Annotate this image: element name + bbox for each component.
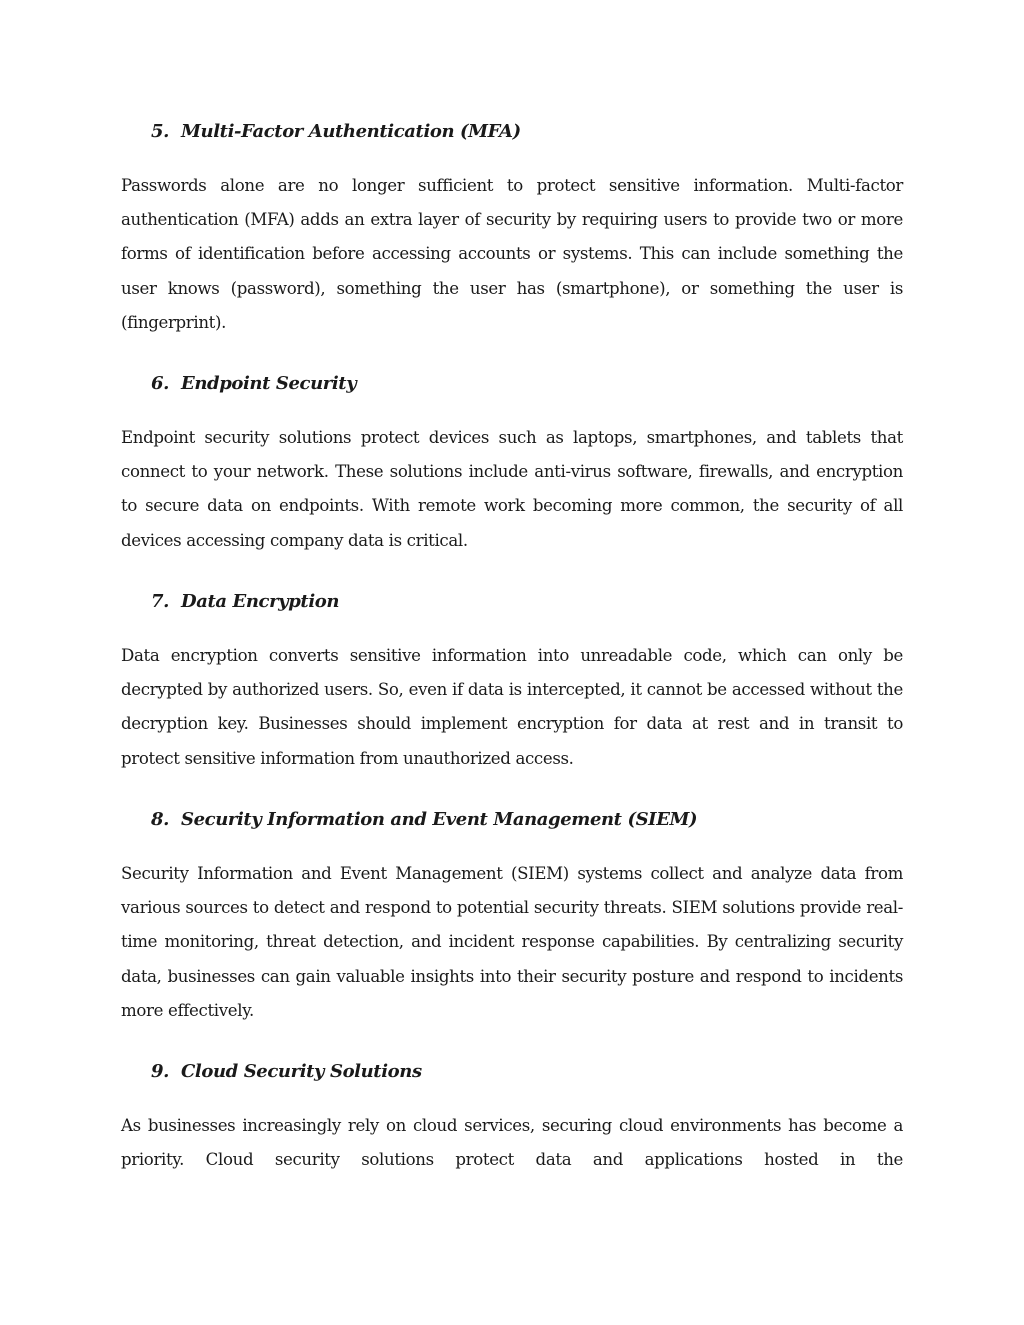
section-body-endpoint-security: Endpoint security solutions protect devices such as laptops, smartphones, and tablets that connect to your network. These solutions include anti-virus software, firewalls, and encryption to secure data on endpoints. With remote work becoming more common, the security of all devices accessing company data is critical. <box>121 428 903 550</box>
section-number: 8. <box>151 809 169 830</box>
section-body-cloud-security: As businesses increasingly rely on cloud services, securing cloud environments has become a priority. Cloud security solutions protect data and applications hosted in the <box>121 1116 903 1170</box>
section-number: 6. <box>151 373 169 394</box>
section-number: 5. <box>151 121 169 142</box>
section-heading-siem <box>151 808 697 832</box>
section-number: 9. <box>151 1061 169 1082</box>
section-title: Data Encryption <box>181 591 340 612</box>
section-title: Cloud Security Solutions <box>181 1061 422 1082</box>
section-number: 7. <box>151 591 169 612</box>
section-heading-endpoint-security <box>151 372 356 396</box>
section-heading-mfa <box>151 120 521 144</box>
section-title: Endpoint Security <box>181 373 357 394</box>
section-body-siem: Security Information and Event Management (SIEM) systems collect and analyze data from various sources to detect and respond to potential security threats. SIEM solutions provide real-time monitoring, threat detection, and incident response capabilities. By centralizing security data, businesses can gain valuable insights into their security posture and respond to incidents more effectively. <box>121 864 903 1020</box>
section-title: Multi-Factor Authentication (MFA) <box>181 121 521 142</box>
section-title: Security Information and Event Management (SIEM) <box>181 809 698 830</box>
section-heading-data-encryption <box>151 590 339 614</box>
section-body-mfa: Passwords alone are no longer sufficient to protect sensitive information. Multi-factor authentication (MFA) adds an extra layer of security by requiring users to provide two or more forms of identification before accessing accounts or systems. This can include something the user knows (password), something the user has (smartphone), or something the user is (fingerprint). <box>121 176 903 332</box>
section-body-data-encryption: Data encryption converts sensitive information into unreadable code, which can only be decrypted by authorized users. So, even if data is intercepted, it cannot be accessed without the decryption key. Businesses should implement encryption for data at rest and in transit to protect sensitive information from unauthorized access. <box>121 646 903 768</box>
section-heading-cloud-security <box>151 1060 422 1084</box>
